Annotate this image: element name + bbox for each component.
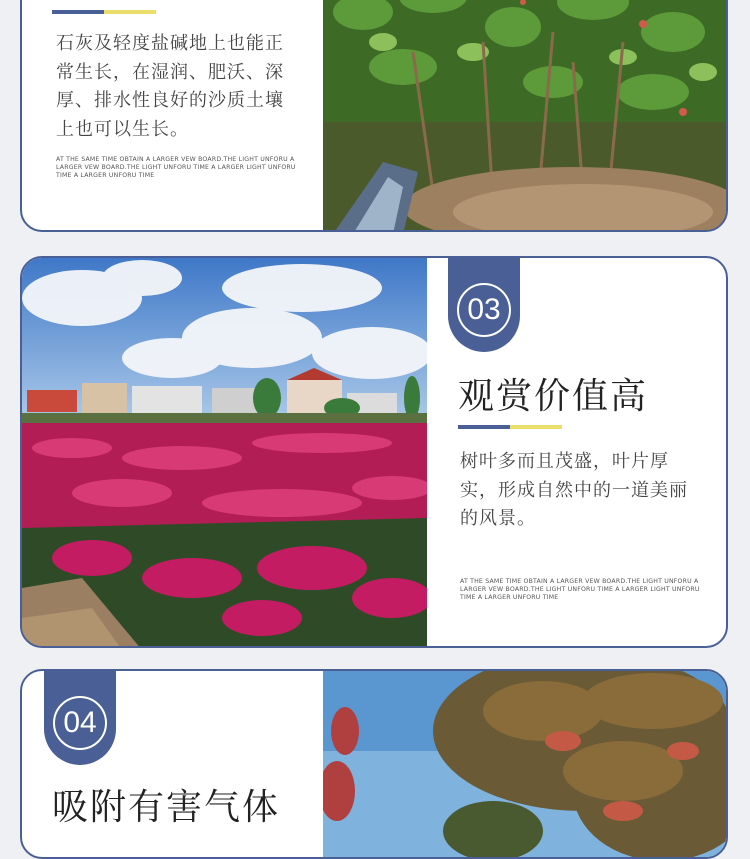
section-body-text: 石灰及轻度盐碱地上也能正常生长，在湿润、肥沃、深厚、排水性良好的沙质土壤上也可以生长。	[56, 33, 284, 140]
section-divider	[52, 10, 156, 14]
section-number: 03	[457, 283, 511, 337]
section-number-badge	[448, 258, 520, 352]
section-divider	[458, 425, 562, 429]
tree-photo	[323, 671, 726, 857]
feature-card-soil	[20, 0, 728, 232]
section-fine-print: AT THE SAME TIME OBTAIN A LARGER VEW BOARD.THE LIGHT UNFORU A LARGER VEW BOARD.THE LIGHT UNFORU TIME A LARGER LIGHT UNFORU TIME A LARGER UNFORU TIME	[460, 578, 700, 601]
flower-field-photo	[22, 258, 427, 646]
section-fine-print: AT THE SAME TIME OBTAIN A LARGER VEW BOARD.THE LIGHT UNFORU A LARGER VEW BOARD.THE LIGHT UNFORU TIME A LARGER LIGHT UNFORU TIME A LARGER UNFORU TIME	[56, 156, 296, 179]
section-number-badge	[44, 671, 116, 765]
feature-card-air-purifying	[20, 669, 728, 859]
section-title: 观赏价值高	[458, 376, 649, 417]
section-body-text: 树叶多而且茂盛，叶片厚实，形成自然中的一道美丽的风景。	[460, 451, 688, 529]
root-ball-photo	[323, 0, 726, 230]
feature-card-ornamental	[20, 256, 728, 648]
section-number: 04	[53, 696, 107, 750]
section-title: 吸附有害气体	[52, 787, 281, 828]
